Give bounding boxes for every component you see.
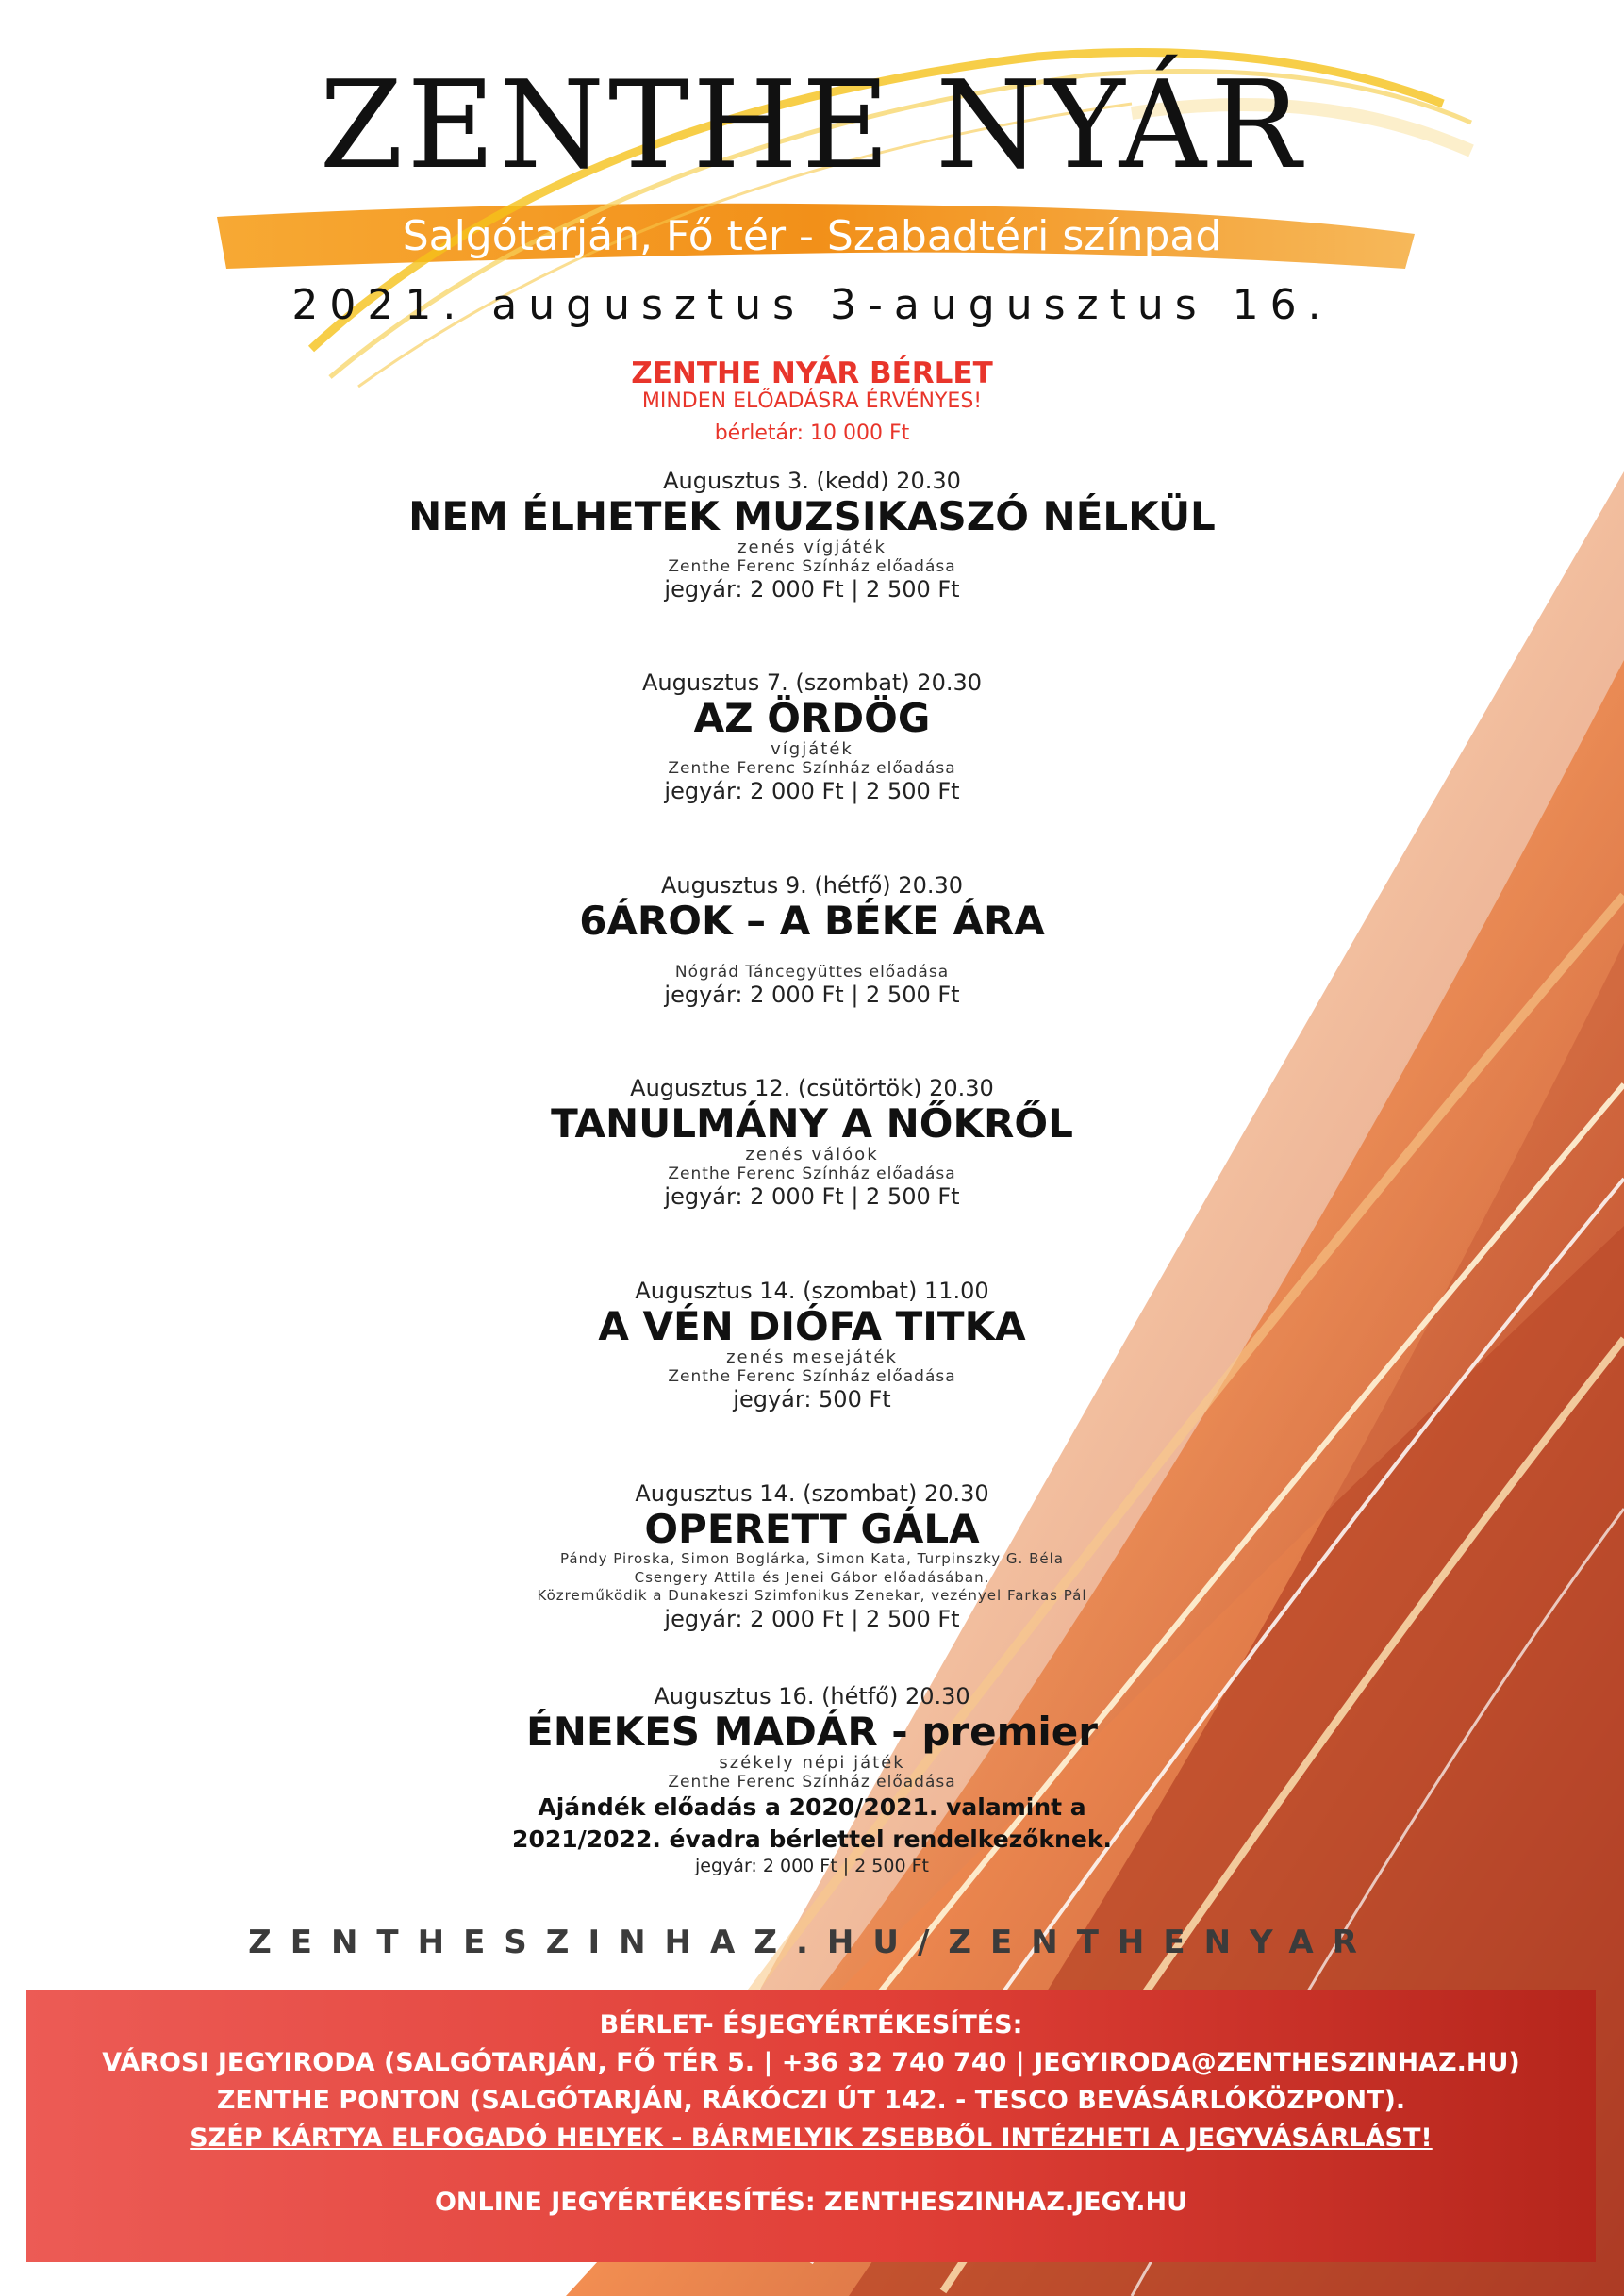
pass-validity: MINDEN ELŐADÁSRA ÉRVÉNYES! [641,389,983,413]
event-price: jegyár: 2 000 Ft | 2 500 Ft [664,576,960,603]
zenthe-ponton-info: ZENTHE PONTON (SALGÓTARJÁN, RÁKÓCZI ÚT 142. - TESCO BEVÁSÁRLÓKÖZPONT). [216,2086,1406,2115]
event-genre: zenés mesejáték [726,1347,898,1368]
event-company: Zenthe Ferenc Színház előadása [668,1367,956,1387]
event-title: 6ÁROK – A BÉKE ÁRA [579,898,1045,944]
event-genre: zenés válóok [745,1145,879,1165]
event-cast: Pándy Piroska, Simon Boglárka, Simon Kata, Turpinszky G. Béla [560,1550,1064,1568]
event-item [0,1075,1624,1210]
event-company: Zenthe Ferenc Színház előadása [668,557,956,577]
event-genre: zenés vígjáték [737,537,887,558]
event-title: AZ ÖRDÖG [693,695,931,741]
szep-card-link[interactable]: SZÉP KÁRTYA ELFOGADÓ HELYEK - BÁRMELYIK ZSEBBŐL INTÉZHETI A JEGYVÁSÁRLÁST! [190,2123,1433,2153]
event-title: NEM ÉLHETEK MUZSIKASZÓ NÉLKÜL [408,493,1216,539]
event-orchestra: Közreműködik a Dunakeszi Szimfonikus Zenekar, vezényel Farkas Pál [537,1587,1087,1605]
event-title: TANULMÁNY A NŐKRŐL [551,1100,1073,1147]
event-price: jegyár: 2 000 Ft | 2 500 Ft [664,982,960,1009]
event-title: OPERETT GÁLA [644,1506,980,1552]
event-cast: Csengery Attila és Jenei Gábor előadásában. [634,1568,990,1586]
event-date: Augusztus 12. (csütörtök) 20.30 [630,1075,994,1101]
event-date: Augusztus 9. (hétfő) 20.30 [660,872,964,899]
event-gift-note: 2021/2022. évadra bérlettel rendelkezőknek. [512,1825,1112,1853]
event-price: jegyár: 2 000 Ft | 2 500 Ft [664,778,960,805]
poster-title: ZENTHE NYÁR [319,56,1305,196]
event-company: Nógrád Táncegyüttes előadása [674,963,950,983]
website-url[interactable]: ZENTHESZINHAZ.HU/ZENTHENYAR [248,1924,1376,1961]
event-genre: vígjáték [771,739,853,760]
event-item [0,468,1624,603]
event-date: Augusztus 16. (hétfő) 20.30 [654,1683,970,1710]
event-item [0,1278,1624,1412]
ticket-office-info: VÁROSI JEGYIRODA (SALGÓTARJÁN, FŐ TÉR 5. | +36 32 740 740 | JEGYIRODA@ZENTHESZINHAZ.HU) [102,2048,1520,2077]
ticketing-heading: BÉRLET- ÉSJEGYÉRTÉKESÍTÉS: [599,2010,1023,2040]
event-price: jegyár: 2 000 Ft | 2 500 Ft [695,1855,929,1876]
online-ticketing-link[interactable]: ONLINE JEGYÉRTÉKESÍTÉS: ZENTHESZINHAZ.JEGY.HU [434,2188,1188,2217]
event-title: A VÉN DIÓFA TITKA [598,1303,1026,1349]
event-price: jegyár: 2 000 Ft | 2 500 Ft [664,1605,960,1632]
event-title: ÉNEKES MADÁR - premier [526,1709,1098,1755]
event-company: Zenthe Ferenc Színház előadása [668,1165,956,1184]
event-date: Augusztus 7. (szombat) 20.30 [641,669,983,696]
event-company: Zenthe Ferenc Színház előadása [668,759,956,779]
event-price: jegyár: 2 000 Ft | 2 500 Ft [664,1183,960,1211]
event-item [0,872,1624,1008]
event-date: Augusztus 14. (szombat) 11.00 [635,1278,989,1304]
event-company: Zenthe Ferenc Színház előadása [668,1773,956,1792]
event-gift-note: Ajándék előadás a 2020/2021. valamint a [538,1793,1086,1822]
poster-subtitle: Salgótarján, Fő tér - Szabadtéri színpad [402,212,1222,260]
event-price: jegyár: 500 Ft [733,1386,891,1413]
pass-title: ZENTHE NYÁR BÉRLET [631,356,993,390]
event-date: Augusztus 3. (kedd) 20.30 [663,468,961,494]
event-item [0,669,1624,804]
event-genre: székely népi játék [719,1753,905,1774]
event-item [0,1683,1624,1876]
pass-price: bérletár: 10 000 Ft [714,421,910,445]
event-date: Augusztus 14. (szombat) 20.30 [635,1480,989,1507]
event-item [0,1480,1624,1632]
festival-dates: 2021. augusztus 3-augusztus 16. [291,281,1333,329]
